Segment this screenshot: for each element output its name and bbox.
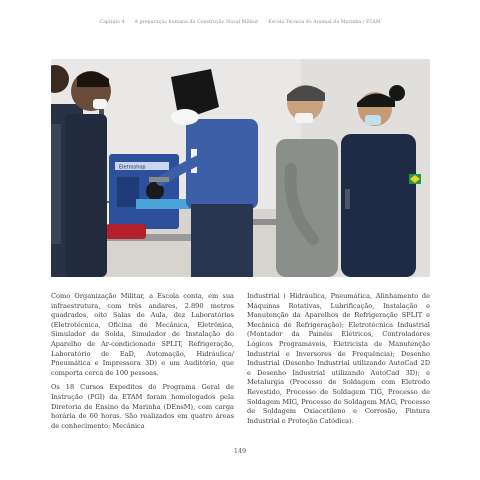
photo-illustration <box>51 59 430 277</box>
left-column <box>51 292 234 436</box>
welding-training-photo <box>51 59 430 277</box>
body-text <box>51 292 430 436</box>
paragraph-infrastructure: Como Organização Militar, a Escola conta, em sua infraestrutura, com três andares, 2.890 metros quadrados, oito Salas de Aula, dez Laboratórios (Eletrotécnica, Oficina de Mecânica, Eletrônica, Simulador de Solda, Simulador de Instalação do Aparelho de Ar-condicionado SPLIT, Refrigeração, Laboratório de EaD, Automação, Hidráulica/ Pneumática e Impressora 3D) e um Auditório, que comporta cerca de 100 pessoas. <box>51 292 234 377</box>
header-title: A preparação humana da Construção Naval Militar <box>134 20 259 25</box>
page-number: 149 <box>233 447 247 455</box>
paragraph-courses: Os 18 Cursos Expeditos do Programa Geral de Instrução (PGI) da ETAM foram homologados pela Diretoria de Ensino da Marinha (DEnsM), com carga horária de 60 horas. São realizados em quatro áreas de conhecimento: Mecânica <box>51 383 234 430</box>
header-school: Escola Técnica do Arsenal da Marinha / ETAM <box>268 20 381 25</box>
right-column <box>247 292 430 436</box>
machine-brand-label: Eletroshop <box>119 164 146 171</box>
header-chapter: Capítulo 4 <box>99 20 125 25</box>
paragraph-areas: Industrial ( Hidráulica, Pneumática, Alinhamento de Máquinas Rotativas, Lubrificação, Instalação e Manutenção da Aparelhos de Refrigeração SPLIT e Mecânica de Refrigeração); Eletrotécnica Industrial (Montador da Painéis Elétricos, Controladores Lógicos Programáveis, Eletricista de Manutenção Industrial e Inversores de Frequência); Desenho Industrial (Desenho Industrial utilizando AutoCad 2D e Desenho Industrial utilizando AutoCad 3D); e Metalurgia (Processo de Soldagem com Eletrodo Revestido, Processo de Soldagem TIG, Processo de Soldagem MIG, Processo de Soldagem MAG, Processo de Soldagem Oxiacetileno e Corrosão, Pintura Industrial e Proteção Catódica). <box>247 292 430 425</box>
running-header <box>0 20 480 25</box>
